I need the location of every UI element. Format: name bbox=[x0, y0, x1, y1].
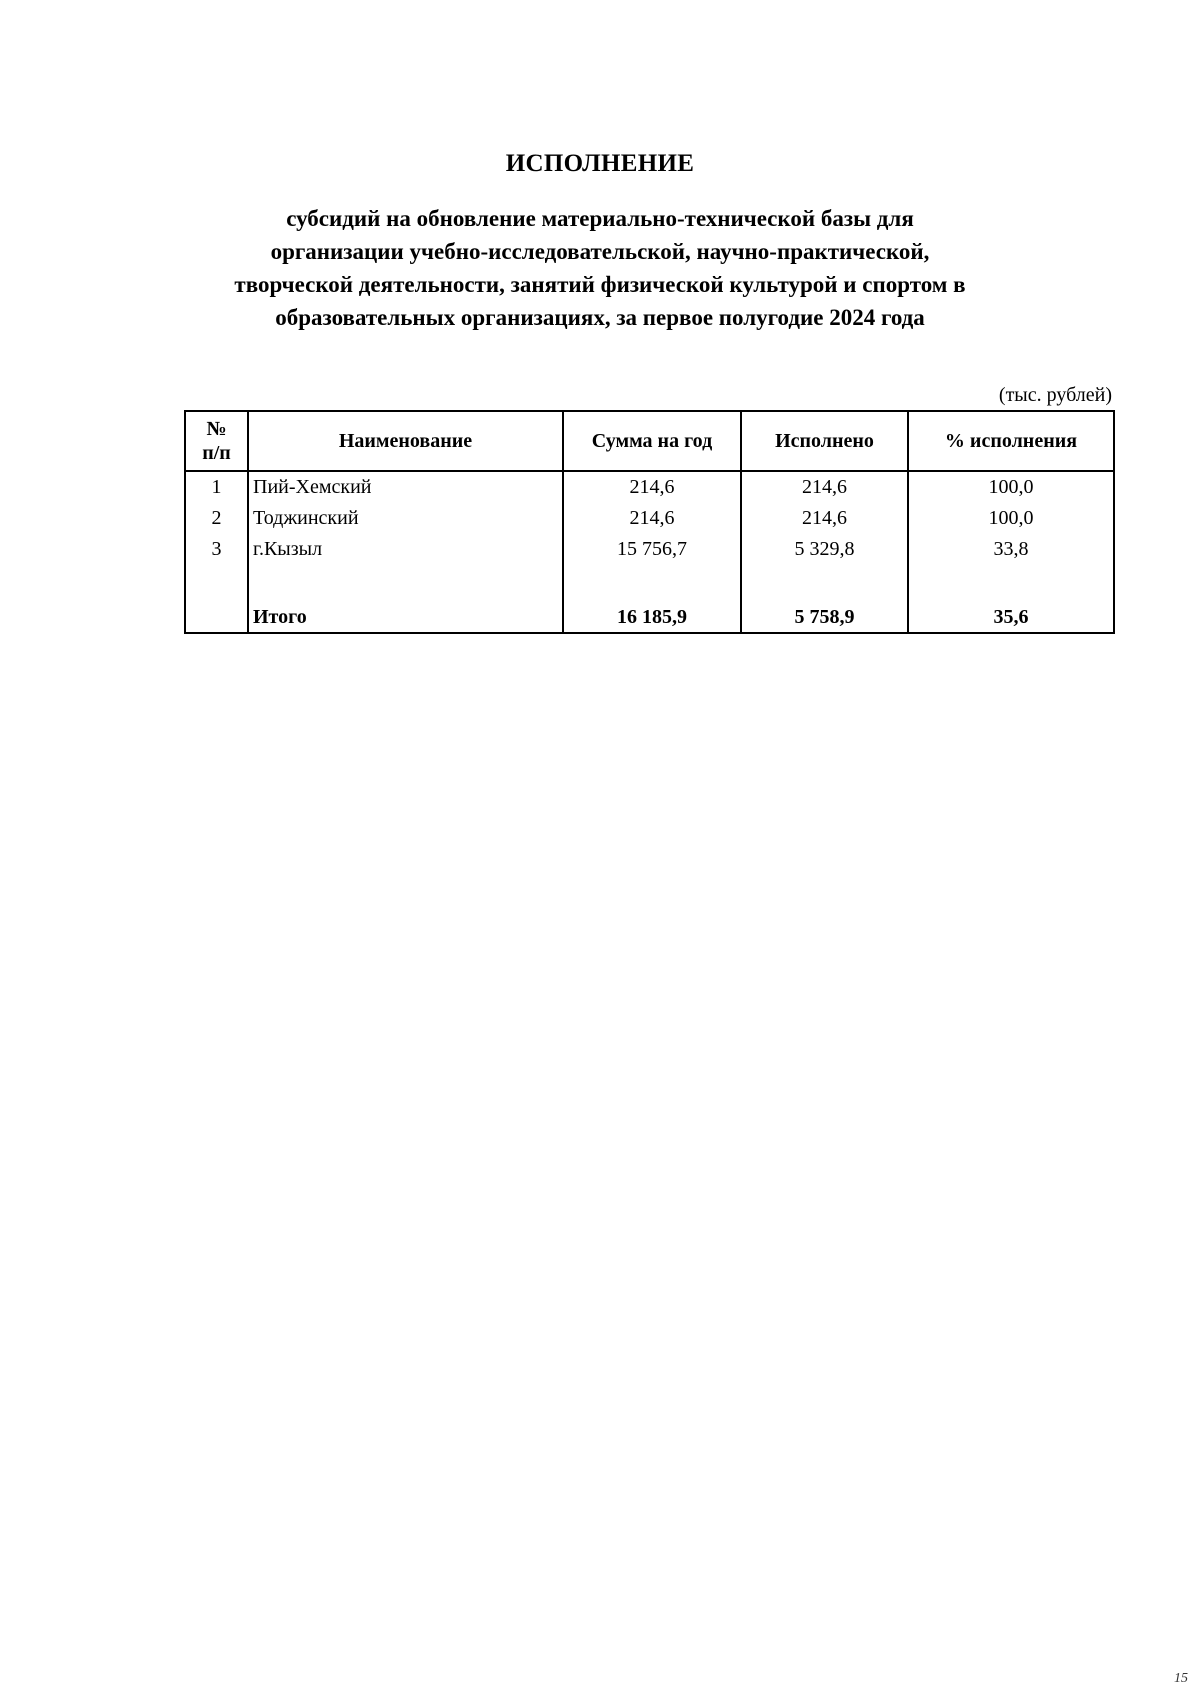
row-name: Пий-Хемский bbox=[248, 471, 563, 503]
units-note: (тыс. рублей) bbox=[998, 384, 1112, 406]
header-num bbox=[185, 411, 248, 471]
subtitle-line: организации учебно-исследовательской, научно-практической, bbox=[270, 239, 930, 264]
spacer-cell bbox=[185, 565, 248, 595]
spacer-cell bbox=[741, 565, 908, 595]
table-row bbox=[185, 503, 1114, 534]
header-num-abbr: п/п bbox=[202, 442, 231, 464]
spacer-row bbox=[185, 565, 1114, 595]
row-num: 1 bbox=[185, 471, 248, 503]
header-done: Исполнено bbox=[741, 411, 908, 471]
table-row bbox=[185, 534, 1114, 565]
row-sum: 214,6 bbox=[563, 503, 741, 534]
row-done: 5 329,8 bbox=[741, 534, 908, 565]
total-pct: 35,6 bbox=[908, 595, 1114, 633]
row-pct: 33,8 bbox=[908, 534, 1114, 565]
total-row bbox=[185, 595, 1114, 633]
report-table bbox=[184, 410, 1115, 634]
document-title: ИСПОЛНЕНИЕ bbox=[505, 150, 695, 177]
total-sum: 16 185,9 bbox=[563, 595, 741, 633]
page-mark: 15 bbox=[1174, 1671, 1188, 1686]
row-sum: 15 756,7 bbox=[563, 534, 741, 565]
header-name: Наименование bbox=[248, 411, 563, 471]
row-num: 2 bbox=[185, 503, 248, 534]
table-row bbox=[185, 471, 1114, 503]
header-pct: % исполнения bbox=[908, 411, 1114, 471]
table-header-row bbox=[185, 411, 1114, 471]
subtitle-line: творческой деятельности, занятий физической культурой и спортом в bbox=[234, 272, 966, 297]
total-done: 5 758,9 bbox=[741, 595, 908, 633]
header-num-symbol: № bbox=[206, 418, 227, 440]
document-subtitle bbox=[150, 202, 1050, 334]
total-label: Итого bbox=[248, 595, 563, 633]
header-sum: Сумма на год bbox=[563, 411, 741, 471]
row-pct: 100,0 bbox=[908, 503, 1114, 534]
row-num: 3 bbox=[185, 534, 248, 565]
subtitle-line: образовательных организациях, за первое полугодие 2024 года bbox=[275, 305, 925, 330]
row-done: 214,6 bbox=[741, 503, 908, 534]
spacer-cell bbox=[248, 565, 563, 595]
row-name: г.Кызыл bbox=[248, 534, 563, 565]
spacer-cell bbox=[908, 565, 1114, 595]
row-pct: 100,0 bbox=[908, 471, 1114, 503]
row-sum: 214,6 bbox=[563, 471, 741, 503]
spacer-cell bbox=[563, 565, 741, 595]
row-done: 214,6 bbox=[741, 471, 908, 503]
subtitle-line: субсидий на обновление материально-технической базы для bbox=[286, 206, 914, 231]
total-num bbox=[185, 595, 248, 633]
row-name: Тоджинский bbox=[248, 503, 563, 534]
